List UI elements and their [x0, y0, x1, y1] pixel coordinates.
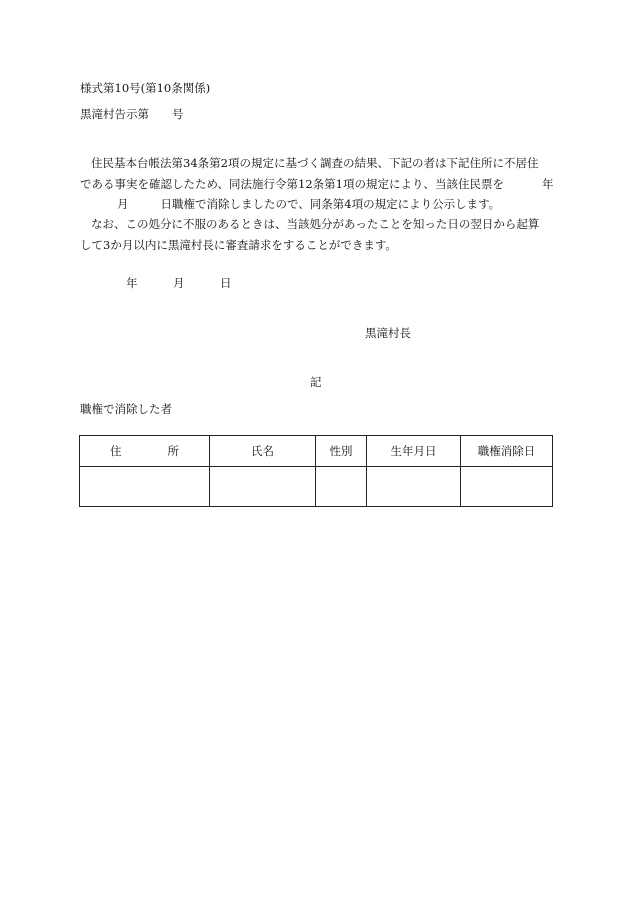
- cell-removal-date: [461, 467, 553, 507]
- cell-address: [80, 467, 210, 507]
- paragraph-2-line-1: [80, 214, 555, 235]
- paragraph-1-line-1-text: 住民基本台帳法第34条第2項の規定に基づく調査の結果、下記の者は下記住所に不居住: [91, 156, 539, 170]
- column-header-address: [80, 436, 210, 467]
- paragraph-1-line-2-text: である事実を確認したため、同法施行令第12条第1項の規定により、当該住民票を: [80, 176, 504, 191]
- paragraph-1-line-3-text: 日職権で消除しましたので、同条第4項の規定により公示します。: [160, 197, 501, 211]
- paragraph-1-line-2: [80, 174, 555, 195]
- paragraph-1-line-1: [80, 153, 555, 174]
- mayor-signature: 黒滝村長: [365, 326, 411, 340]
- address-char-1: 住: [110, 444, 122, 458]
- cell-birthdate: [367, 467, 461, 507]
- section-label: 職権で消除した者: [80, 402, 172, 416]
- notice-title: 黒滝村告示第 号: [80, 107, 184, 121]
- column-header-removal-date: 職権消除日: [461, 436, 553, 467]
- date-day: 日: [220, 276, 232, 290]
- paragraph-1-year: 年: [542, 176, 554, 191]
- date-year: 年: [126, 276, 138, 290]
- column-header-gender: 性別: [316, 436, 367, 467]
- column-header-name: 氏名: [210, 436, 316, 467]
- paragraph-2-line-1-text: なお、この処分に不服のあるときは、当該処分があったことを知った日の翌日から起算: [91, 217, 540, 231]
- cell-name: [210, 467, 316, 507]
- table-row: [80, 467, 553, 507]
- paragraph-1-line-3: [80, 194, 555, 215]
- paragraph-1-month: 月: [117, 197, 129, 211]
- paragraph-2-line-2: して3か月以内に黒滝村長に審査請求をすることができます。: [80, 237, 397, 252]
- notice-paragraph-2: [80, 214, 555, 255]
- table-header-row: [80, 436, 553, 467]
- cell-gender: [316, 467, 367, 507]
- removed-person-table: [79, 435, 553, 507]
- record-heading: 記: [310, 375, 322, 389]
- form-number: 様式第10号(第10条関係): [80, 81, 211, 95]
- column-header-birthdate: 生年月日: [367, 436, 461, 467]
- address-char-2: 所: [167, 444, 179, 458]
- notice-paragraph-1: [80, 153, 555, 215]
- date-month: 月: [173, 276, 185, 290]
